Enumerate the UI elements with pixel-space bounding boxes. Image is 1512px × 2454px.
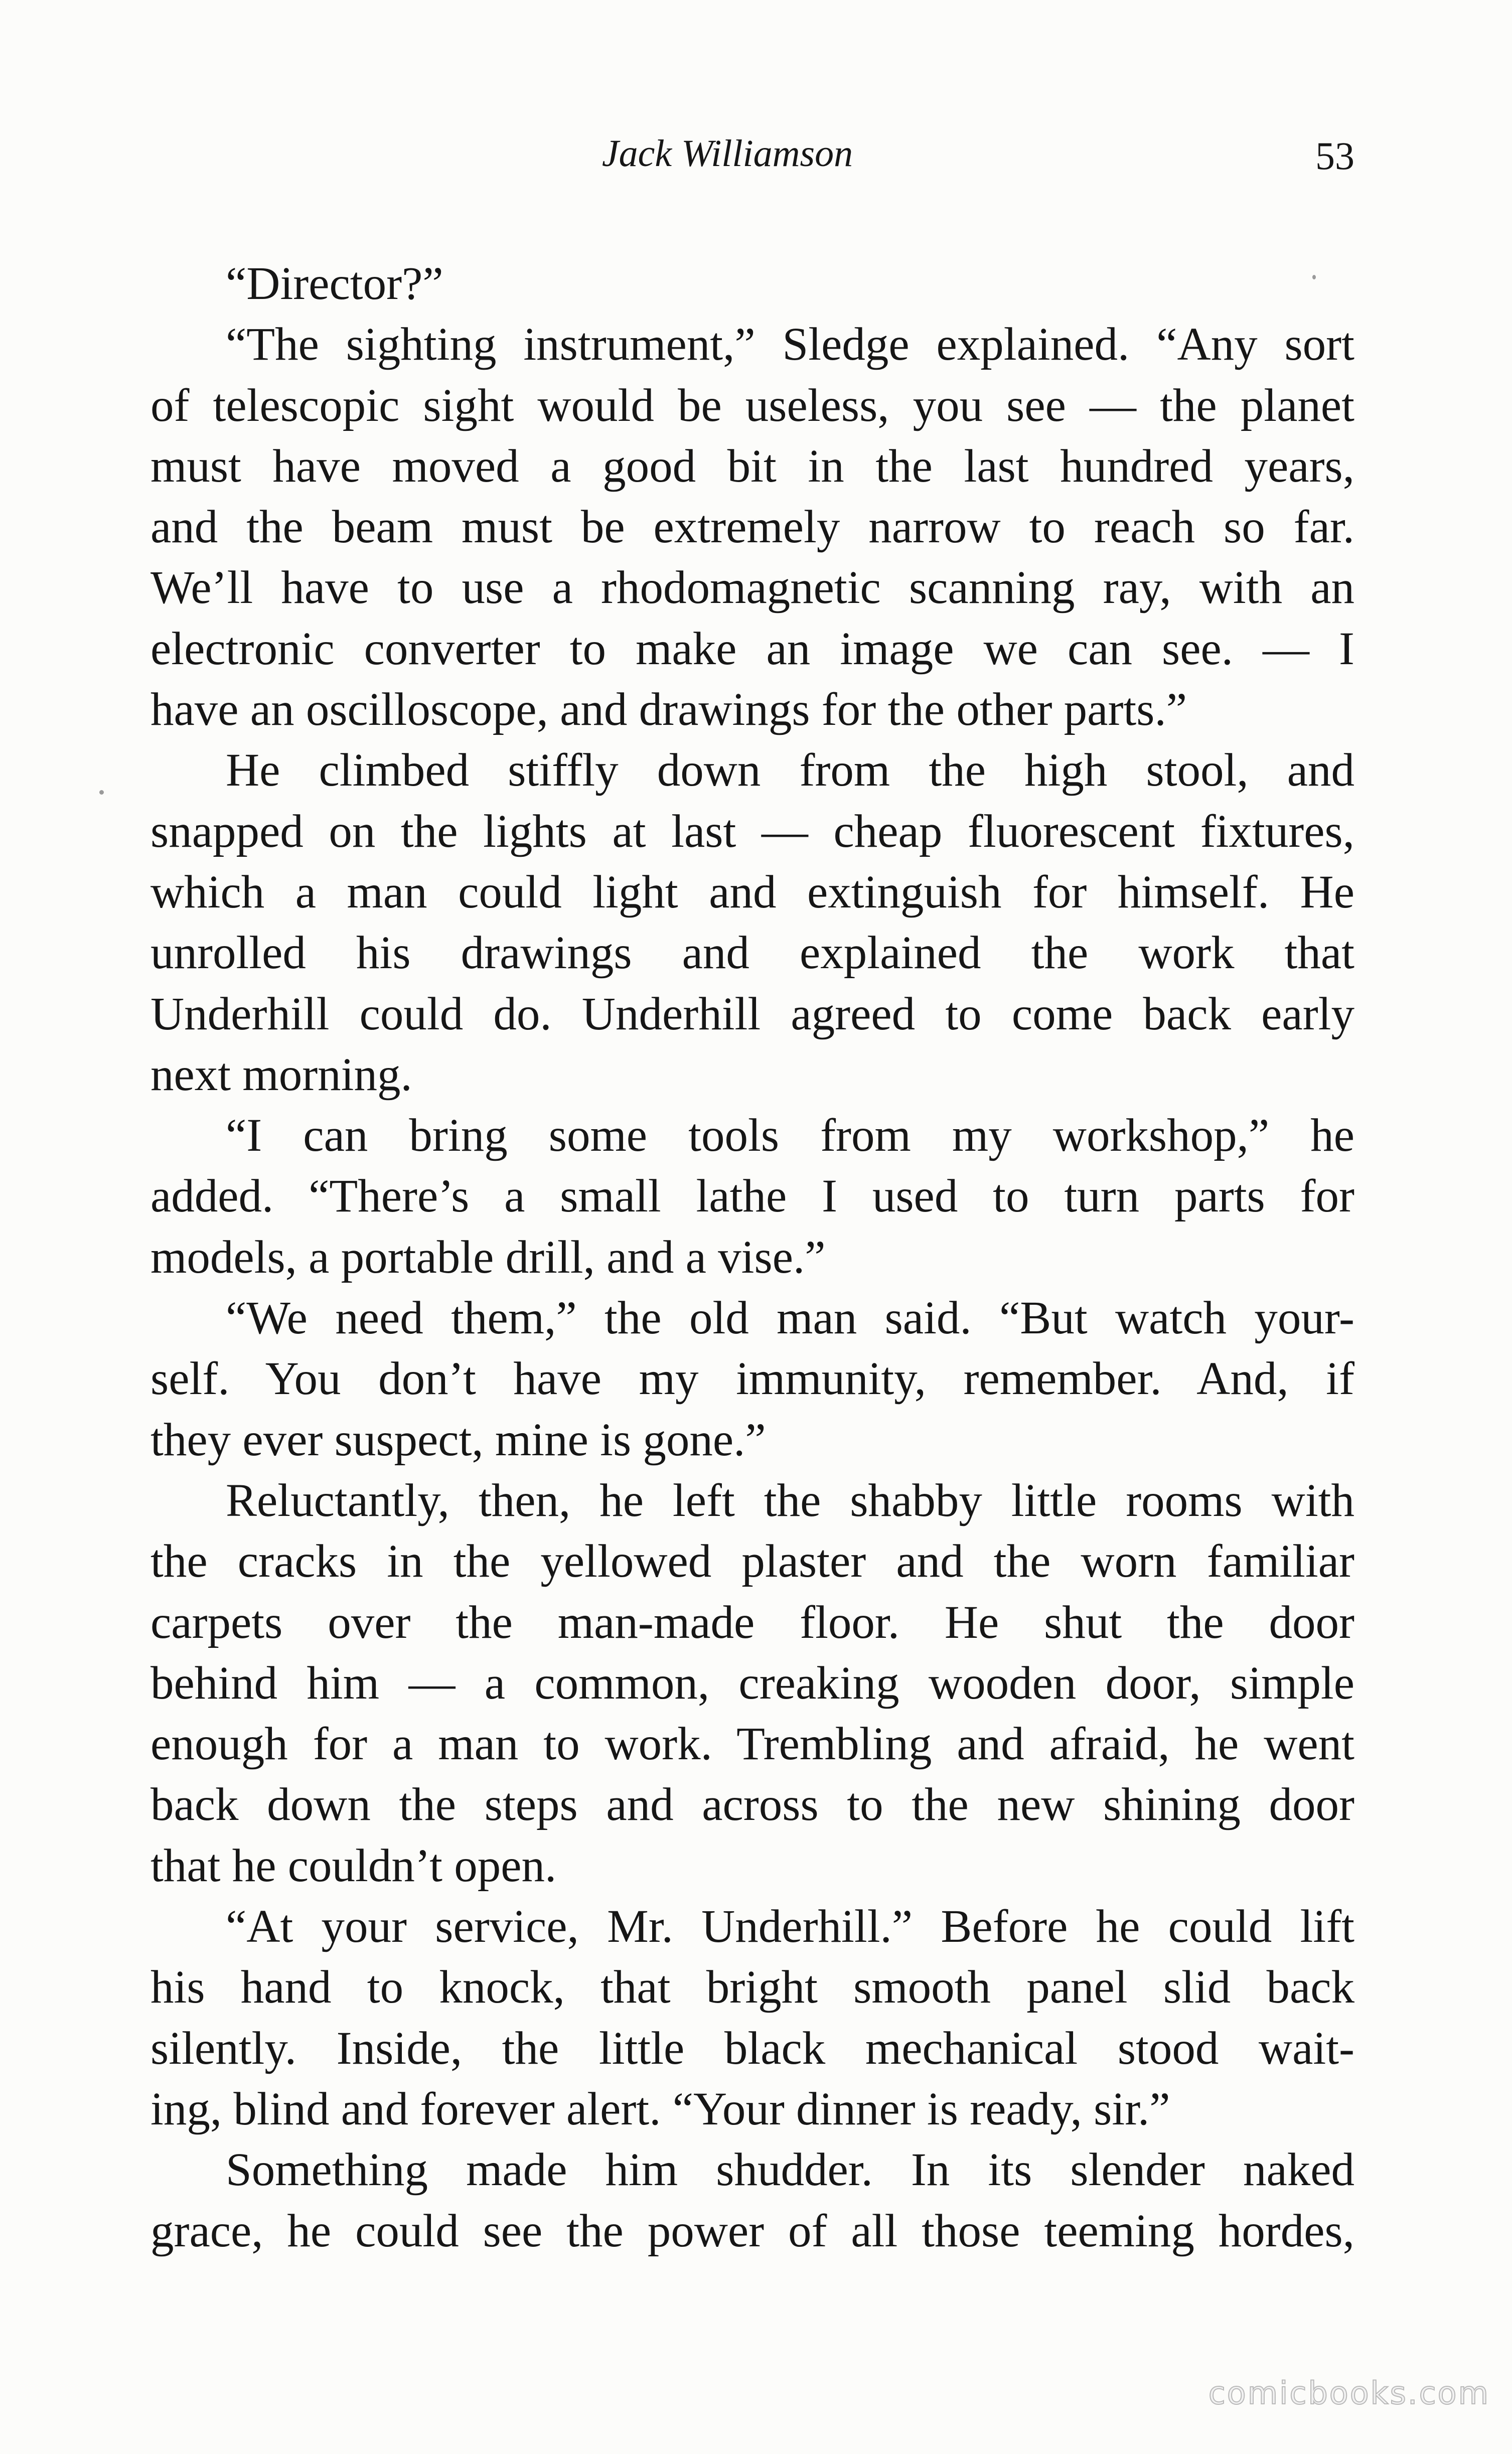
text-line: “At your service, Mr. Underhill.” Before he could lift (226, 1901, 1354, 1953)
text-line: that he couldn’t open. (150, 1839, 557, 1892)
text-line: the cracks in the yellowed plaster and the worn familiar (150, 1536, 1354, 1588)
text-line: grace, he could see the power of all those teeming hordes, (150, 2205, 1354, 2257)
text-line: Underhill could do. Underhill agreed to come back early (150, 988, 1354, 1040)
text-line: and the beam must be extremely narrow to reach so far. (150, 501, 1354, 553)
paper-speck (1312, 275, 1316, 279)
text-line: “We need them,” the old man said. “But watch your- (226, 1292, 1354, 1344)
text-line: they ever suspect, mine is gone.” (150, 1414, 766, 1466)
text-line: unrolled his drawings and explained the work that (150, 927, 1354, 979)
text-line: ing, blind and forever alert. “Your dinner is ready, sir.” (150, 2083, 1170, 2135)
text-line: next morning. (150, 1048, 412, 1101)
text-line: which a man could light and extinguish for himself. He (150, 866, 1354, 918)
text-line: models, a portable drill, and a vise.” (150, 1231, 826, 1283)
text-line: Reluctantly, then, he left the shabby little rooms with (226, 1474, 1354, 1526)
text-line: Something made him shudder. In its slender naked (226, 2144, 1354, 2196)
watermark: comicbooks.com (1208, 2375, 1490, 2411)
text-line: must have moved a good bit in the last hundred years, (150, 440, 1354, 492)
text-line: enough for a man to work. Trembling and afraid, he went (150, 1718, 1354, 1770)
text-line: electronic converter to make an image we can see. — I (150, 623, 1354, 675)
text-line: self. You don’t have my immunity, remember. And, if (150, 1353, 1354, 1405)
body-text (150, 253, 1354, 2261)
running-head: Jack Williamson (601, 132, 853, 175)
text-line: added. “There’s a small lathe I used to turn parts for (150, 1170, 1354, 1222)
text-line: He climbed stiffly down from the high stool, and (226, 744, 1354, 797)
text-line: behind him — a common, creaking wooden door, simple (150, 1657, 1354, 1709)
text-line: his hand to knock, that bright smooth panel slid back (150, 1961, 1354, 2014)
text-line: “I can bring some tools from my workshop,” he (226, 1110, 1354, 1162)
text-line: “Director?” (226, 258, 443, 310)
text-line: “The sighting instrument,” Sledge explained. “Any sort (226, 319, 1354, 371)
text-line: carpets over the man-made floor. He shut the door (150, 1596, 1354, 1648)
text-line: silently. Inside, the little black mechanical stood wait- (150, 2022, 1354, 2074)
page-number: 53 (1315, 134, 1354, 178)
text-line: snapped on the lights at last — cheap fluorescent fixtures, (150, 805, 1354, 857)
text-line: have an oscilloscope, and drawings for the other parts.” (150, 684, 1187, 736)
text-line: We’ll have to use a rhodomagnetic scanning ray, with an (150, 562, 1354, 614)
text-line: back down the steps and across to the new shining door (150, 1779, 1354, 1831)
text-line: of telescopic sight would be useless, you see — the planet (150, 379, 1354, 431)
paper-speck (99, 790, 104, 795)
